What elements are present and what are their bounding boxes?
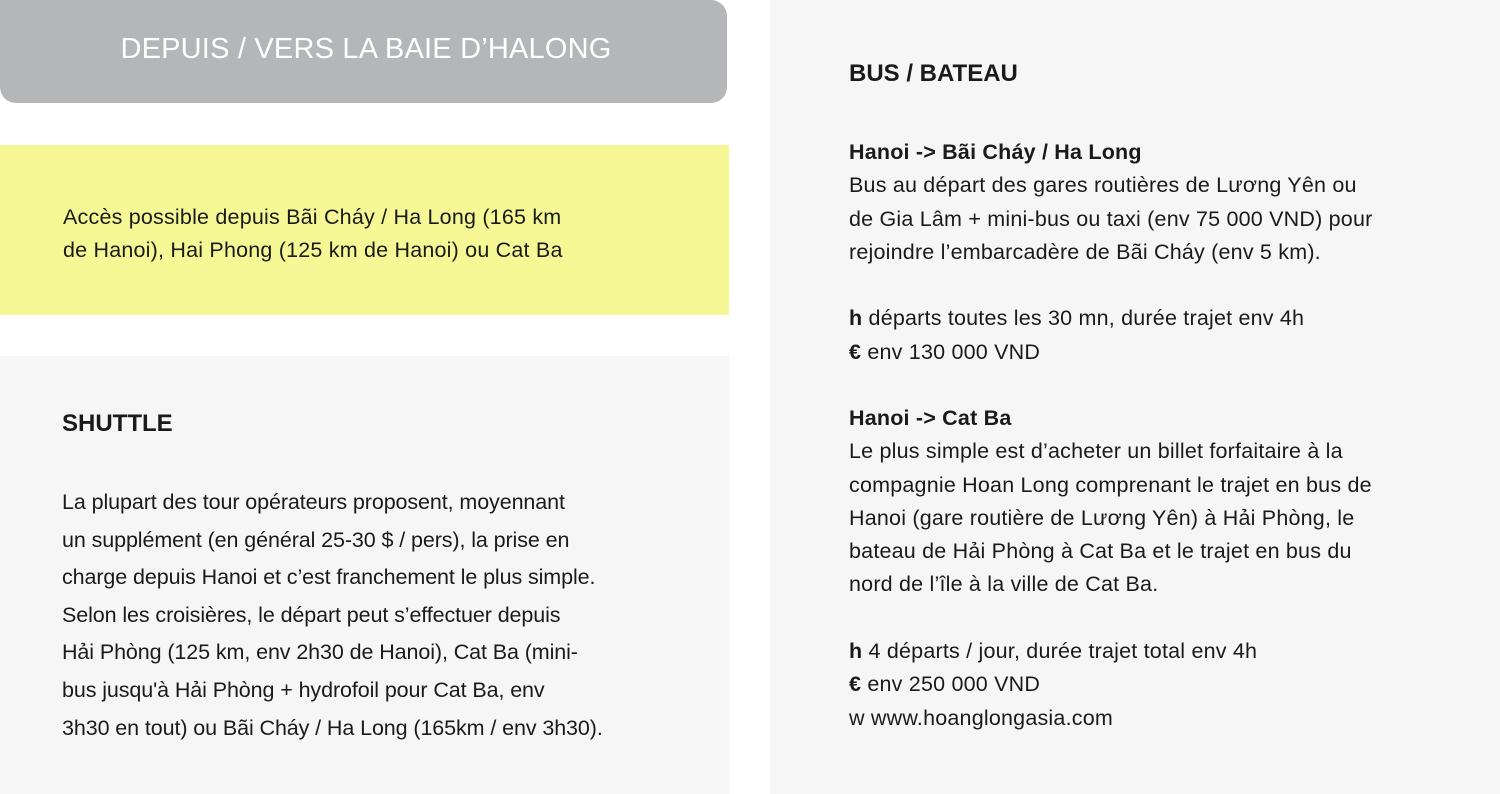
page-title: DEPUIS / VERS LA BAIE D’HALONG bbox=[120, 33, 612, 65]
hours-icon: h bbox=[849, 306, 863, 331]
euro-icon: € bbox=[849, 339, 862, 364]
shuttle-line: bus jusqu'à Hải Phòng + hydrofoil pour Cat Ba, env bbox=[62, 677, 545, 702]
header-banner bbox=[0, 0, 727, 103]
shuttle-title: SHUTTLE bbox=[62, 410, 173, 437]
route-hanoi-baichay bbox=[849, 136, 1449, 369]
web-icon: w bbox=[849, 705, 865, 730]
shuttle-line: charge depuis Hanoi et c’est franchement le plus simple. bbox=[62, 565, 596, 590]
route-web bbox=[849, 702, 1449, 735]
route-line: de Gia Lâm + mini-bus ou taxi (env 75 000 VND) pour bbox=[849, 206, 1373, 231]
route-line: bateau de Hải Phòng à Cat Ba et le trajet en bus du bbox=[849, 539, 1352, 564]
route-hanoi-catba bbox=[849, 402, 1449, 735]
website-link[interactable]: www.hoanglongasia.com bbox=[870, 705, 1113, 730]
route-line: Le plus simple est d’acheter un billet forfaitaire à la bbox=[849, 439, 1343, 464]
access-info-box bbox=[0, 145, 729, 315]
route-line: nord de l’île à la ville de Cat Ba. bbox=[849, 572, 1159, 597]
route-price bbox=[849, 668, 1449, 701]
hours-text: départs toutes les 30 mn, durée trajet env 4h bbox=[868, 306, 1305, 331]
access-line: de Hanoi), Hai Phong (125 km de Hanoi) ou Cat Ba bbox=[63, 238, 563, 262]
route-hours bbox=[849, 635, 1449, 668]
route-line: compagnie Hoan Long comprenant le trajet en bus de bbox=[849, 472, 1372, 497]
route-line: Bus au départ des gares routières de Lương Yên ou bbox=[849, 173, 1357, 198]
access-info-text bbox=[63, 201, 673, 267]
route-subtitle: Hanoi -> Bãi Cháy / Ha Long bbox=[849, 140, 1142, 164]
shuttle-section bbox=[0, 356, 729, 794]
price-text: env 130 000 VND bbox=[867, 339, 1041, 364]
shuttle-line: Hải Phòng (125 km, env 2h30 de Hanoi), Cat Ba (mini- bbox=[62, 640, 578, 665]
shuttle-line: La plupart des tour opérateurs proposent, moyennant bbox=[62, 490, 565, 514]
route-subtitle: Hanoi -> Cat Ba bbox=[849, 406, 1012, 430]
price-text: env 250 000 VND bbox=[867, 672, 1041, 697]
euro-icon: € bbox=[849, 672, 862, 697]
hours-text: 4 départs / jour, durée trajet total env 4h bbox=[868, 639, 1258, 664]
route-price bbox=[849, 336, 1449, 369]
access-line: Accès possible depuis Bãi Cháy / Ha Long (165 km bbox=[63, 205, 562, 229]
shuttle-line: Selon les croisières, le départ peut s’effectuer depuis bbox=[62, 602, 561, 627]
hours-icon: h bbox=[849, 639, 863, 664]
shuttle-line: un supplément (en général 25-30 $ / pers), la prise en bbox=[62, 527, 570, 552]
route-line: rejoindre l’embarcadère de Bãi Cháy (env 5 km). bbox=[849, 239, 1321, 264]
route-line: Hanoi (gare routière de Lương Yên) à Hải Phòng, le bbox=[849, 505, 1355, 530]
bus-bateau-title: BUS / BATEAU bbox=[849, 60, 1018, 87]
shuttle-text bbox=[62, 484, 662, 747]
shuttle-line: 3h30 en tout) ou Bãi Cháy / Ha Long (165km / env 3h30). bbox=[62, 715, 603, 740]
route-hours bbox=[849, 302, 1449, 335]
bus-bateau-section bbox=[770, 0, 1500, 794]
